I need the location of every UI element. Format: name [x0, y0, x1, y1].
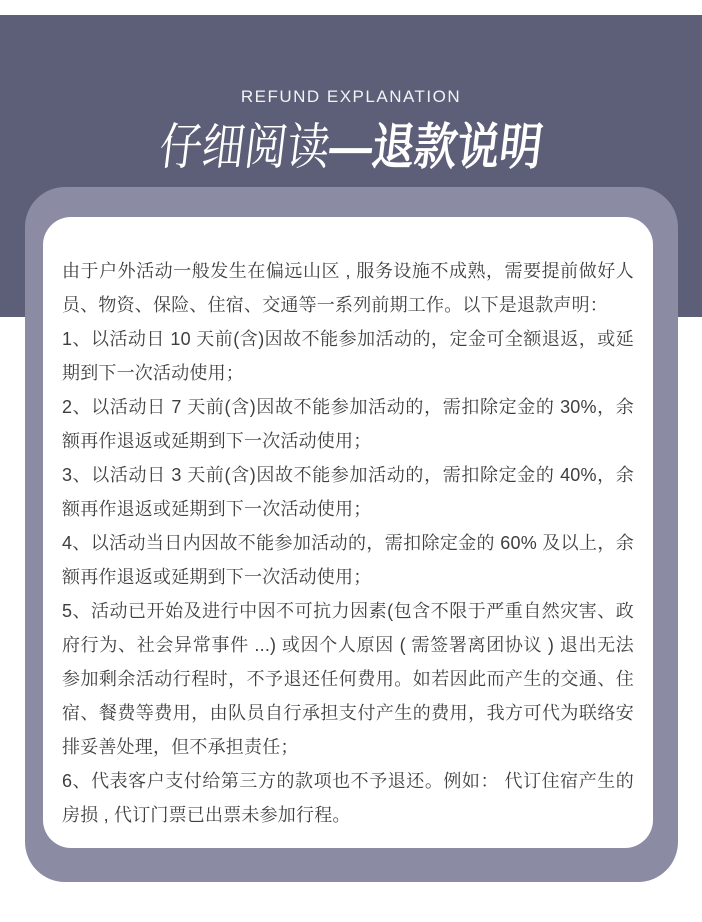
refund-term-2: 2、以活动日 7 天前(含)因故不能参加活动的，需扣除定金的 30%，余额再作退返或延期到下一次活动使用；	[62, 397, 634, 451]
refund-intro-paragraph: 由于户外活动一般发生在偏远山区 , 服务设施不成熟，需要提前做好人员、物资、保险、住宿、交通等一系列前期工作。以下是退款声明：	[62, 261, 634, 315]
refund-term-3: 3、以活动日 3 天前(含)因故不能参加活动的，需扣除定金的 40%，余额再作退返或延期到下一次活动使用；	[62, 465, 634, 519]
page-title	[50, 121, 653, 173]
refund-term-1: 1、以活动日 10 天前(含)因故不能参加活动的，定金可全额退返，或延期到下一次活动使用；	[62, 329, 634, 383]
page-title-bold-segment: —退款说明	[326, 119, 546, 175]
page-title-light-segment: 仔细阅读	[156, 119, 334, 175]
refund-panel	[25, 187, 678, 882]
header-subtitle: REFUND EXPLANATION	[240, 87, 462, 106]
header-content	[0, 15, 702, 173]
refund-term-6: 6、代表客户支付给第三方的款项也不予退还。例如： 代订住宿产生的房损 , 代订门票已出票未参加行程。	[62, 771, 634, 825]
refund-term-5: 5、活动已开始及进行中因不可抗力因素(包含不限于严重自然灾害、政府行为、社会异常事件 ...) 或因个人原因 ( 需签署离团协议 ) 退出无法参加剩余活动行程时，不予退还任何费用。如若因此而产生的交通、住宿、餐费等费用，由队员自行承担支付产生的费用，我方可代为联络安排妥善处理，但不承担责任；	[62, 601, 634, 757]
refund-term-4: 4、以活动当日内因故不能参加活动的，需扣除定金的 60% 及以上，余额再作退返或延期到下一次活动使用；	[62, 533, 634, 587]
refund-card	[43, 217, 653, 848]
